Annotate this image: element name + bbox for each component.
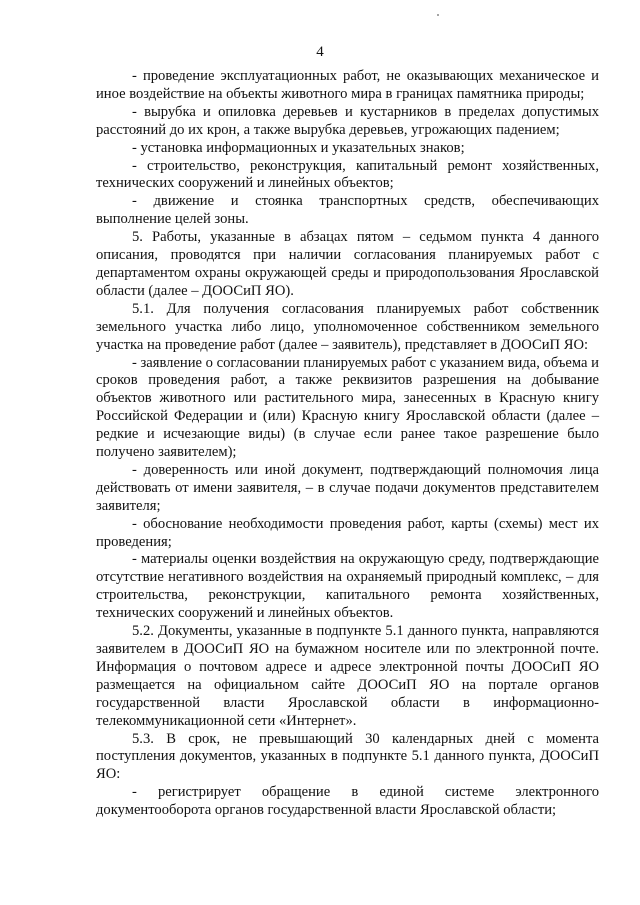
paragraph: 5.1. Для получения согласования планируемых работ собственник земельного участка либо лицо, уполномоченное собственником земельного участка на проведение работ (далее – заявитель), представляет в ДООСиП ЯО: — [96, 300, 599, 353]
paragraph: - регистрирует обращение в единой системе электронного документооборота органов государственной власти Ярославской области; — [96, 784, 599, 819]
paragraph: - проведение эксплуатационных работ, не оказывающих механическое и иное воздействие на объекты животного мира в границах памятника природы; — [96, 68, 599, 102]
scan-speck — [437, 14, 439, 16]
paragraph: - материалы оценки воздействия на окружающую среду, подтверждающие отсутствие негативного воздействия на охраняемый природный комплекс, – для строительства, реконструкции, капитального ремонта хозяйственных, технических сооружений и линейных объектов. — [96, 551, 599, 622]
paragraph: 5.2. Документы, указанные в подпункте 5.1 данного пункта, направляются заявителем в ДООСиП ЯО на бумажном носителе или по электронной почте. Информация о почтовом адресе и адресе электронной почты ДООСиП ЯО размещается на официальном сайте ДООСиП ЯО на портале органов государственной власти Ярославской области в информационно-телекоммуникационной сети «Интернет». — [96, 623, 599, 729]
document-body — [96, 68, 599, 820]
paragraph: 5.3. В срок, не превышающий 30 календарных дней с момента поступления документов, указанных в подпункте 5.1 данного пункта, ДООСиП ЯО: — [96, 730, 599, 783]
paragraph: - доверенность или иной документ, подтверждающий полномочия лица действовать от имени заявителя, – в случае подачи документов представителем заявителя; — [96, 461, 599, 514]
paragraph: - строительство, реконструкция, капитальный ремонт хозяйственных, технических сооружений и линейных объектов; — [96, 157, 599, 192]
paragraph: - установка информационных и указательных знаков; — [132, 139, 465, 156]
paragraph: - движение и стоянка транспортных средств, обеспечивающих выполнение целей зоны. — [96, 193, 599, 228]
paragraph: - заявление о согласовании планируемых работ с указанием вида, объема и сроков проведения работ, а также реквизитов разрешения на добывание объектов животного или растительного мира, занесенных в Красную книгу Российской Федерации и (или) Красную книгу Ярославской области (далее – редкие и исчезающие виды) (в случае если ранее такое разрешение было получено заявителем); — [96, 354, 599, 461]
paragraph: - вырубка и опиловка деревьев и кустарников в пределах допустимых расстояний до их крон, а также вырубка деревьев, угрожающих падением; — [96, 103, 599, 138]
page-number: 4 — [316, 44, 324, 60]
paragraph: 5. Работы, указанные в абзацах пятом – седьмом пункта 4 данного описания, проводятся при наличии согласования планируемых работ с департаментом охраны окружающей среды и природопользования Ярославской области (далее – ДООСиП ЯО). — [96, 229, 599, 299]
paragraph: - обоснование необходимости проведения работ, карты (схемы) мест их проведения; — [96, 515, 599, 550]
